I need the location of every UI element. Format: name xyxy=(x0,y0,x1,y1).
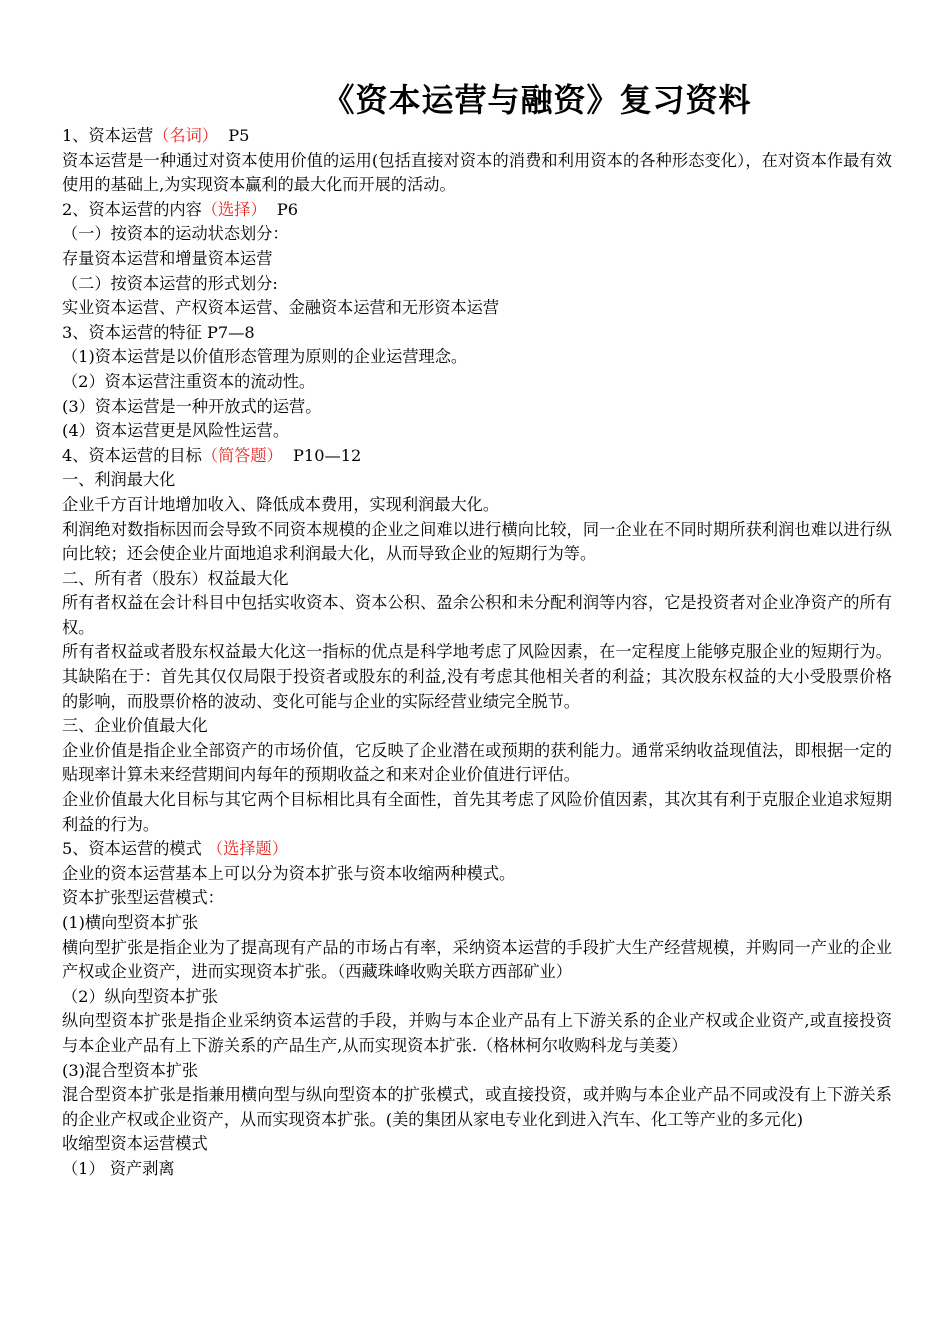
paragraph: 横向型扩张是指企业为了提高现有产品的市场占有率，采纳资本运营的手段扩大生产经营规模，并购同一产业的企业产权或企业资产，进而实现资本扩张。（西藏珠峰收购关联方西部矿业） xyxy=(62,937,892,982)
paragraph: 企业价值是指企业全部资产的市场价值，它反映了企业潜在或预期的获利能力。通常采纳收益现值法，即根据一定的贴现率计算未来经营期间内每年的预期收益之和来对企业价值进行评估。 xyxy=(62,740,892,785)
text-line: 收缩型资本运营模式 xyxy=(62,1134,208,1154)
paragraph: 纵向型资本扩张是指企业采纳资本运营的手段，并购与本企业产品有上下游关系的企业产权或企业资产,或直接投资与本企业产品有上下游关系的产品生产,从而实现资本扩张.（格林柯尔收购科龙与美菱） xyxy=(62,1011,892,1055)
text-line: (1)横向型资本扩张 xyxy=(62,913,199,932)
heading-text: 4、资本运营的目标 xyxy=(62,445,202,465)
text-line: 存量资本运营和增量资本运营 xyxy=(62,248,273,268)
text-line: 二、所有者（股东）权益最大化 xyxy=(62,568,289,588)
text-line: 实业资本运营、产权资本运营、金融资本运营和无形资本运营 xyxy=(62,298,500,318)
text-line: （2）纵向型资本扩张 xyxy=(62,986,218,1006)
page-reference: P10—12 xyxy=(282,445,362,465)
document-title: 《资本运营与融资》复习资料 xyxy=(322,81,752,119)
heading-text: 1、资本运营 xyxy=(62,126,154,145)
text-line: 资本扩张型运营模式： xyxy=(62,888,224,908)
text-line: （1） 资产剥离 xyxy=(62,1158,175,1178)
text-line: 企业千方百计地增加收入、降低成本费用，实现利润最大化。 xyxy=(62,494,500,514)
section-heading xyxy=(62,198,892,223)
heading-text: 5、资本运营的模式 xyxy=(62,839,207,859)
document-page xyxy=(62,78,892,1182)
question-type-tag: （简答题） xyxy=(201,445,283,465)
paragraph: 利润绝对数指标因而会导致不同资本规模的企业之间难以进行横向比较，同一企业在不同时期所获利润也难以进行纵向比较；还会使企业片面地追求利润最大化，从而导致企业的短期行为等。 xyxy=(62,519,892,564)
text-line: 3、资本运营的特征 P7—8 xyxy=(62,322,255,342)
paragraph: 所有者权益在会计科目中包括实收资本、资本公积、盈余公积和未分配利润等内容，它是投资者对企业净资产的所有权。 xyxy=(62,593,892,637)
paragraph: 所有者权益或者股东权益最大化这一指标的优点是科学地考虑了风险因素，在一定程度上能够克服企业的短期行为。其缺陷在于：首先其仅仅局限于投资者或股东的利益,没有考虑其他相关者的利益；其次股东权益的大小受股票价格的影响，而股票价格的波动、变化可能与企业的实际经营业绩完全脱节。 xyxy=(62,642,892,711)
document-body xyxy=(62,124,892,1182)
question-type-tag: （选择） xyxy=(201,199,267,219)
text-line: 一、利润最大化 xyxy=(62,470,176,490)
paragraph: 资本运营是一种通过对资本使用价值的运用(包括直接对资本的消费和利用资本的各种形态变化），在对资本作最有效使用的基础上,为实现资本赢利的最大化而开展的活动。 xyxy=(62,150,892,195)
text-line: (3)混合型资本扩张 xyxy=(62,1060,199,1080)
section-heading xyxy=(62,124,892,149)
text-line: (4）资本运营更是风险性运营。 xyxy=(62,421,290,441)
text-line: （2）资本运营注重资本的流动性。 xyxy=(62,371,316,391)
page-reference: P6 xyxy=(266,199,299,219)
section-heading xyxy=(62,444,892,469)
section-heading xyxy=(62,837,892,862)
text-line: （二）按资本运营的形式划分: xyxy=(62,273,278,293)
text-line: 三、企业价值最大化 xyxy=(62,716,208,736)
question-type-tag: （选择题） xyxy=(206,839,288,859)
question-type-tag: （名词） xyxy=(153,126,218,145)
text-line: 企业的资本运营基本上可以分为资本扩张与资本收缩两种模式。 xyxy=(62,863,516,883)
page-reference: P5 xyxy=(218,126,250,145)
text-line: （1)资本运营是以价值形态管理为原则的企业运营理念。 xyxy=(62,347,468,367)
heading-text: 2、资本运营的内容 xyxy=(62,199,202,219)
text-line: （一）按资本的运动状态划分： xyxy=(62,224,289,244)
paragraph: 混合型资本扩张是指兼用横向型与纵向型资本的扩张模式，或直接投资，或并购与本企业产品不同或没有上下游关系的企业产权或企业资产，从而实现资本扩张。(美的集团从家电专业化到进入汽车、化工等产业的多元化) xyxy=(62,1085,892,1129)
paragraph: 企业价值最大化目标与其它两个目标相比具有全面性，首先其考虑了风险价值因素，其次其有利于克服企业追求短期利益的行为。 xyxy=(62,790,892,834)
text-line: (3）资本运营是一种开放式的运营。 xyxy=(62,396,322,416)
